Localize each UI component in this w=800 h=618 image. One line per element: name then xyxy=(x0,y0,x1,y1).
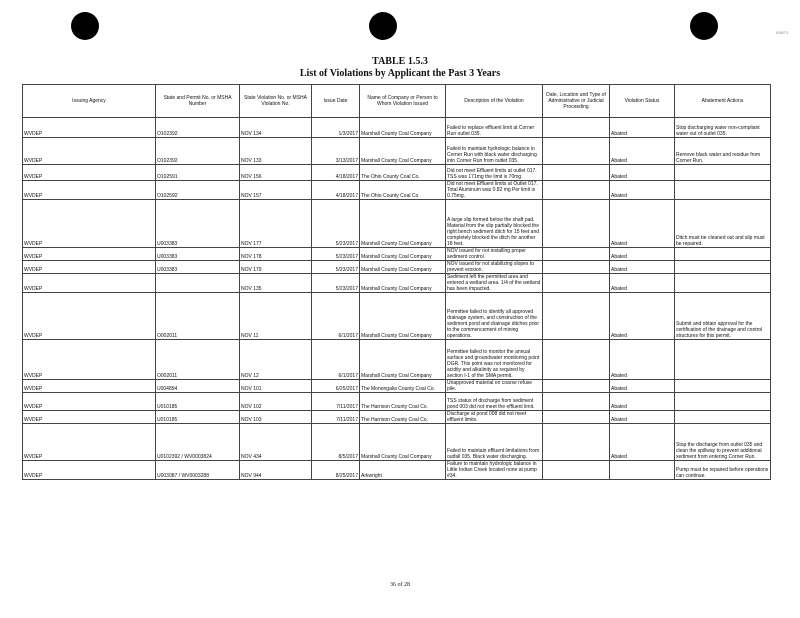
cell-permit: U003383 xyxy=(156,200,240,248)
punch-hole xyxy=(690,12,718,40)
cell-status: Abated xyxy=(610,380,675,393)
cell-proceeding xyxy=(543,118,610,138)
cell-description: Did not meet Effluent limits at Outlet 017. Total Aluminum was 0.82 mg Per limit is 0.75mg. xyxy=(446,181,543,200)
cell-issue-date: 1/3/2017 xyxy=(312,118,360,138)
cell-proceeding xyxy=(543,293,610,340)
cell-company: Marshall County Coal Company xyxy=(360,293,446,340)
cell-company: The Harrison County Coal Co. xyxy=(360,411,446,424)
header-proceeding: Date, Location and Type of Administrative or Judicial Proceeding xyxy=(543,85,610,118)
table-row xyxy=(23,380,771,393)
cell-status: Abated xyxy=(610,200,675,248)
punch-hole xyxy=(369,12,397,40)
violations-table xyxy=(22,84,771,480)
cell-agency: WVDEP xyxy=(23,411,156,424)
cell-agency: WVDEP xyxy=(23,461,156,480)
cell-proceeding xyxy=(543,424,610,461)
cell-status: Abated xyxy=(610,261,675,274)
cell-agency: WVDEP xyxy=(23,181,156,200)
table-row xyxy=(23,411,771,424)
page-number: 36 of 28 xyxy=(390,582,410,588)
cell-company: Marshall County Coal Company xyxy=(360,424,446,461)
cell-violation: NOV 11 xyxy=(240,293,312,340)
cell-status: Abated xyxy=(610,138,675,165)
cell-status: Abated xyxy=(610,274,675,293)
cell-violation: NOV 133 xyxy=(240,138,312,165)
cell-status: Abated xyxy=(610,165,675,181)
cell-permit: O102392 xyxy=(156,118,240,138)
table-row xyxy=(23,200,771,248)
cell-permit: O102392 xyxy=(156,138,240,165)
cell-permit: U003087 / WV0003288 xyxy=(156,461,240,480)
cell-actions xyxy=(675,274,771,293)
cell-violation: NOV 156 xyxy=(240,165,312,181)
cell-agency: WVDEP xyxy=(23,138,156,165)
cell-actions xyxy=(675,181,771,200)
cell-actions xyxy=(675,393,771,411)
table-caption: List of Violations by Applicant the Past 3 Years xyxy=(299,68,501,79)
table-row xyxy=(23,248,771,261)
cell-issue-date: 6/1/2017 xyxy=(312,340,360,380)
cell-permit: O002011 xyxy=(156,340,240,380)
cell-permit: U004894 xyxy=(156,380,240,393)
table-row xyxy=(23,393,771,411)
cell-issue-date: 7/11/2017 xyxy=(312,393,360,411)
cell-permit: U003383 xyxy=(156,261,240,274)
table-row xyxy=(23,181,771,200)
table-title xyxy=(0,56,800,80)
table-number: TABLE 1.5.3 xyxy=(372,56,428,67)
cell-proceeding xyxy=(543,200,610,248)
cell-agency: WVDEP xyxy=(23,293,156,340)
cell-agency: WVDEP xyxy=(23,393,156,411)
cell-issue-date: 6/1/2017 xyxy=(312,293,360,340)
cell-agency: WVDEP xyxy=(23,165,156,181)
cell-actions xyxy=(675,411,771,424)
cell-permit: U010185 xyxy=(156,411,240,424)
header-issue-date: Issue Date xyxy=(312,85,360,118)
cell-description: Unapproved material on coarse refuse pile. xyxy=(446,380,543,393)
cell-company: Arkwright xyxy=(360,461,446,480)
cell-permit: O102591 xyxy=(156,165,240,181)
header-violation-number: State Violation No. or MSHA Violation No. xyxy=(240,85,312,118)
cell-proceeding xyxy=(543,340,610,380)
cell-actions: Remove black water and residue from Corner Run. xyxy=(675,138,771,165)
cell-proceeding xyxy=(543,380,610,393)
cell-description: Failed to maintain hydrologic balance in Corner Run with black water discharging into Corner Run from outlet 035. xyxy=(446,138,543,165)
cell-issue-date: 8/25/2017 xyxy=(312,461,360,480)
cell-violation: NOV 157 xyxy=(240,181,312,200)
cell-description: Discharge at pond 008 did not meet effluent limits. xyxy=(446,411,543,424)
cell-agency: WVDEP xyxy=(23,424,156,461)
cell-proceeding xyxy=(543,248,610,261)
table-row xyxy=(23,424,771,461)
cell-violation: NOV 12 xyxy=(240,340,312,380)
cell-issue-date: 5/23/2017 xyxy=(312,200,360,248)
cell-agency: WVDEP xyxy=(23,274,156,293)
cell-violation: NOV 134 xyxy=(240,118,312,138)
cell-proceeding xyxy=(543,261,610,274)
cell-description: Permittee failed to identify all approved drainage system, and construction of the sediment pond and drainage ditches prior to the commencement of mining operations. xyxy=(446,293,543,340)
cell-actions: Ditch must be cleaned out and slip must be repaired. xyxy=(675,200,771,248)
table-row xyxy=(23,461,771,480)
cell-status: Abated xyxy=(610,118,675,138)
cell-status: Abated xyxy=(610,340,675,380)
table-row xyxy=(23,261,771,274)
cell-proceeding xyxy=(543,393,610,411)
cell-violation: NOV 179 xyxy=(240,261,312,274)
punch-hole xyxy=(71,12,99,40)
cell-description: TSS status of discharge from sediment pond 003 did not meet the effluent limit. xyxy=(446,393,543,411)
cell-violation: NOV 177 xyxy=(240,200,312,248)
cell-company: Marshall County Coal Company xyxy=(360,261,446,274)
cell-issue-date: 5/23/2017 xyxy=(312,248,360,261)
header-description: Description of the Violation xyxy=(446,85,543,118)
cell-violation: NOV 434 xyxy=(240,424,312,461)
cell-agency: WVDEP xyxy=(23,200,156,248)
cell-description: NOV issued for not stabilizing slopes to prevent erosion. xyxy=(446,261,543,274)
cell-issue-date: 5/23/2017 xyxy=(312,261,360,274)
header-status: Violation Status xyxy=(610,85,675,118)
header-company: Name of Company or Person to Whom Violation Issued xyxy=(360,85,446,118)
cell-violation: NOV 135 xyxy=(240,274,312,293)
cell-proceeding xyxy=(543,165,610,181)
cell-company: Marshall County Coal Company xyxy=(360,118,446,138)
cell-description: Permittee failed to monitor the annual surface and groundwater monitoring point DGR. This point was not monitored for acidity and alkalinity as required by section I-1 of the SMA permit. xyxy=(446,340,543,380)
cell-description: Failure to maintain hydrologic balance in Little Indian Creek located none at pump #34. xyxy=(446,461,543,480)
cell-status: Abated xyxy=(610,393,675,411)
table-row xyxy=(23,340,771,380)
cell-status: Abated xyxy=(610,411,675,424)
cell-proceeding xyxy=(543,138,610,165)
cell-issue-date: 7/11/2017 xyxy=(312,411,360,424)
cell-actions xyxy=(675,340,771,380)
cell-issue-date: 6/25/2017 xyxy=(312,380,360,393)
cell-actions: Submit and obtain approval for the certification of the drainage and control structures for this permit. xyxy=(675,293,771,340)
table-row xyxy=(23,274,771,293)
cell-actions xyxy=(675,165,771,181)
cell-description: A large slip formed below the shaft pad. Material from the slip partially blocked the right bench sediment ditch for 15 feet and completely blocked the ditch for another 18 feet. xyxy=(446,200,543,248)
table-row xyxy=(23,165,771,181)
cell-company: Marshall County Coal Company xyxy=(360,200,446,248)
cell-issue-date: 3/13/2017 xyxy=(312,138,360,165)
cell-agency: WVDEP xyxy=(23,261,156,274)
cell-agency: WVDEP xyxy=(23,340,156,380)
cell-permit: U003383 xyxy=(156,248,240,261)
cell-issue-date: 4/18/2017 xyxy=(312,165,360,181)
cell-actions: Stop the discharge from outlet 035 and clean the spillway to prevent additional sediment from entering Corner Run. xyxy=(675,424,771,461)
header-row xyxy=(23,85,771,118)
cell-company: Marshall County Coal Company xyxy=(360,340,446,380)
header-actions: Abatement Actions xyxy=(675,85,771,118)
cell-status: Abated xyxy=(610,181,675,200)
cell-proceeding xyxy=(543,274,610,293)
cell-violation: NOV 101 xyxy=(240,380,312,393)
cell-permit: U0102392 / WV0003824 xyxy=(156,424,240,461)
cell-violation: NOV 103 xyxy=(240,411,312,424)
cell-company: Marshall County Coal Company xyxy=(360,138,446,165)
cell-permit: O002011 xyxy=(156,293,240,340)
cell-actions: Stop discharging water non-compliant water out of outlet 035. xyxy=(675,118,771,138)
cell-actions xyxy=(675,248,771,261)
cell-description: NOV issued for not installing proper sediment control xyxy=(446,248,543,261)
cell-agency: WVDEP xyxy=(23,380,156,393)
cell-issue-date: 8/5/2017 xyxy=(312,424,360,461)
cell-proceeding xyxy=(543,181,610,200)
cell-status xyxy=(610,461,675,480)
header-permit-number: State and Permit No. or MSHA Number xyxy=(156,85,240,118)
cell-proceeding xyxy=(543,461,610,480)
table-row xyxy=(23,138,771,165)
cell-status: Abated xyxy=(610,248,675,261)
cell-violation: NOV 102 xyxy=(240,393,312,411)
cell-agency: WVDEP xyxy=(23,118,156,138)
table-row xyxy=(23,293,771,340)
cell-company: Marshall County Coal Company xyxy=(360,248,446,261)
cell-company: Marshall County Coal Company xyxy=(360,274,446,293)
cell-description: Did not meet Effluent limits at outlet 017. TSS was 171mg the limit is 70mg. xyxy=(446,165,543,181)
cell-issue-date: 5/23/2017 xyxy=(312,274,360,293)
table-body xyxy=(23,118,771,480)
cell-company: The Monongalia County Coal Co. xyxy=(360,380,446,393)
table-row xyxy=(23,118,771,138)
cell-actions: Pump must be repaired before operations can continue. xyxy=(675,461,771,480)
cell-permit: U010185 xyxy=(156,393,240,411)
cell-violation: NOV 944 xyxy=(240,461,312,480)
cell-actions xyxy=(675,380,771,393)
header-issuing-agency: Issuing Agency xyxy=(23,85,156,118)
cell-status: Abated xyxy=(610,293,675,340)
cell-agency: WVDEP xyxy=(23,248,156,261)
cell-actions xyxy=(675,261,771,274)
cell-description: Sediment left the permitted area and entered a wetland area. 1/4 of the wetland has been impacted. xyxy=(446,274,543,293)
cell-permit: O102592 xyxy=(156,181,240,200)
cell-status: Abated xyxy=(610,424,675,461)
cell-permit xyxy=(156,274,240,293)
cell-issue-date: 4/18/2017 xyxy=(312,181,360,200)
cell-company: The Harrison County Coal Co. xyxy=(360,393,446,411)
corner-mark: f18571 xyxy=(776,30,789,35)
cell-description: Failed to maintain effluent limitations from outfall 035. Black water discharging. xyxy=(446,424,543,461)
cell-company: The Ohio County Coal Co. xyxy=(360,181,446,200)
cell-proceeding xyxy=(543,411,610,424)
cell-company: The Ohio County Coal Co. xyxy=(360,165,446,181)
cell-description: Failed to replace effluent limit at Corner Run outlet 035. xyxy=(446,118,543,138)
cell-violation: NOV 178 xyxy=(240,248,312,261)
